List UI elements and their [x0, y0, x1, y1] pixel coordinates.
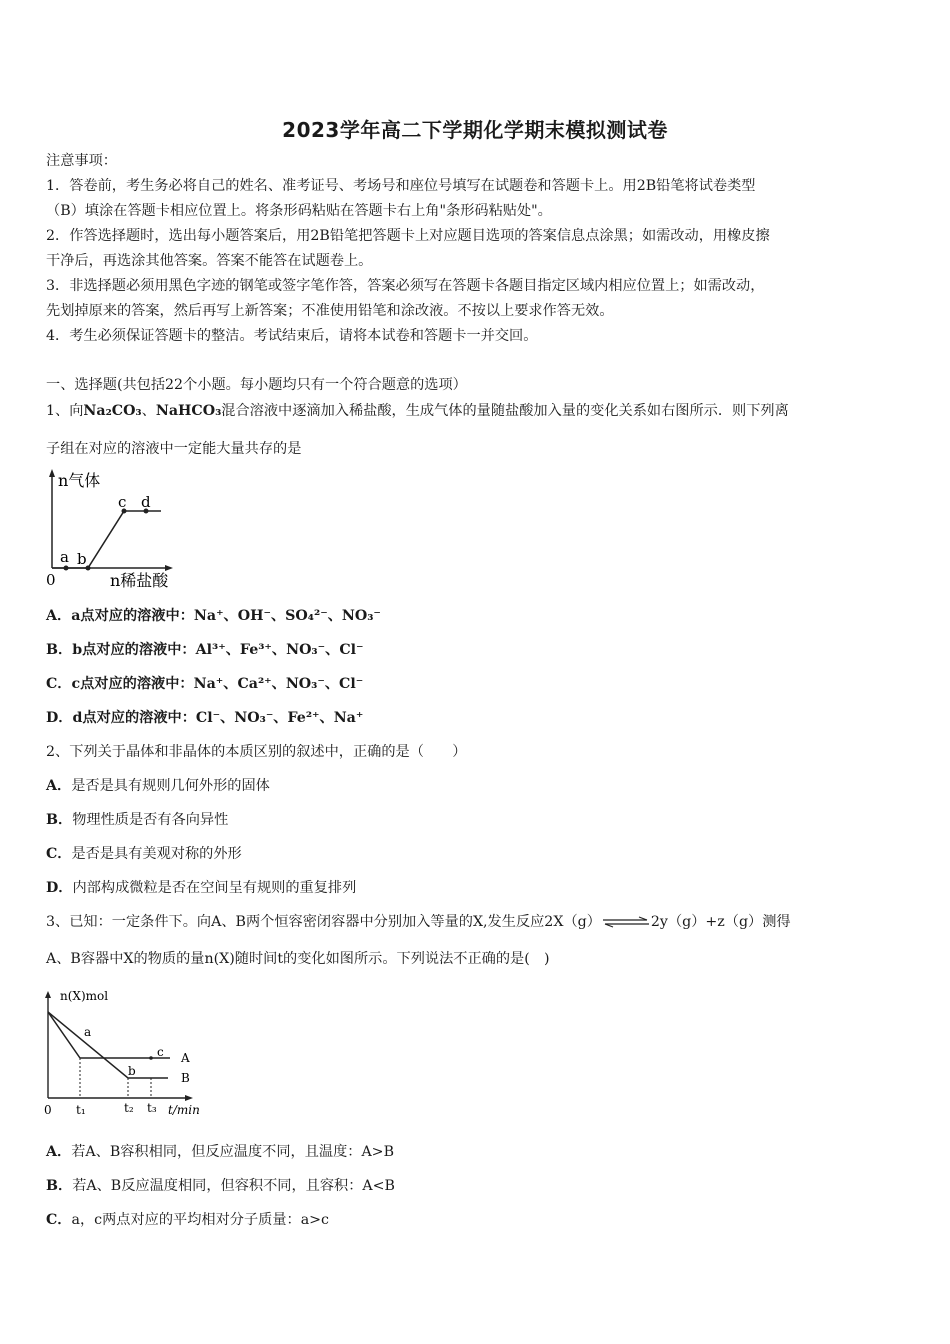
option-ions: Na⁺、Ca²⁺、NO₃⁻、Cl⁻ [193, 676, 364, 692]
q3-stem-rest: 2y（g）+z（g）测得 [650, 914, 791, 930]
q2-option-d[interactable] [46, 879, 356, 897]
q1-option-d[interactable] [46, 709, 363, 727]
point-label-a: a [60, 548, 69, 566]
point-label-b: b [128, 1064, 136, 1078]
question-3-stem-line2: A、B容器中X的物质的量n(X)随时间t的变化如图所示。下列说法不正确的是( ) [46, 951, 550, 967]
option-text: d点对应的溶液中： [72, 710, 196, 726]
q3-stem-start: 3、已知：一定条件下。向A、B两个恒容密闭容器中分别加入等量的X,发生反应2X（g） [46, 914, 601, 930]
q1-option-b[interactable] [46, 641, 364, 659]
question-1-stem [46, 402, 789, 420]
option-text: 若A、B反应温度相同，但容积不同，且容积：A<B [72, 1178, 395, 1194]
point-label-c: c [157, 1045, 164, 1059]
notice-line: 先划掉原来的答案，然后再写上新答案；不准使用铅笔和涂改液。不按以上要求作答无效。 [46, 303, 614, 319]
section-heading: 一、选择题(共包括22个小题。每小题均只有一个符合题意的选项） [46, 377, 467, 393]
page-title: 2023学年高二下学期化学期末模拟测试卷 [282, 118, 668, 142]
point-label-b: b [77, 550, 87, 568]
q2-option-c[interactable] [46, 845, 242, 863]
formula-na2co3: Na₂CO₃ [83, 403, 142, 419]
curve-label-b: B [181, 1071, 190, 1085]
question-2-stem: 2、下列关于晶体和非晶体的本质区别的叙述中，正确的是（ ） [46, 744, 467, 760]
q1-stem-rest: 混合溶液中逐滴加入稀盐酸，生成气体的量随盐酸加入量的变化关系如右图所示．则下列离 [221, 403, 789, 419]
option-ions: Cl⁻、NO₃⁻、Fe²⁺、Na⁺ [195, 710, 364, 726]
option-text: 是否是具有美观对称的外形 [71, 846, 242, 862]
option-label: D． [46, 710, 73, 726]
point-label-c: c [118, 493, 127, 511]
option-text: 若A、B容积相同，但反应温度不同，且温度：A>B [71, 1144, 394, 1160]
q2-option-b[interactable] [46, 811, 228, 829]
option-text: 是否是具有规则几何外形的固体 [71, 778, 270, 794]
q1-stem-start: 1、向 [46, 403, 84, 419]
q3-option-b[interactable] [46, 1177, 395, 1195]
x-axis-label: t/min [168, 1103, 200, 1117]
notice-heading: 注意事项： [46, 153, 117, 169]
option-text: b点对应的溶液中： [72, 642, 196, 658]
q3-nx-time-graph [40, 982, 210, 1122]
q1-separator: 、 [141, 403, 156, 419]
origin-label: 0 [44, 1103, 52, 1117]
notice-line: 2．作答选择题时，选出每小题答案后，用2B铅笔把答题卡上对应题目选项的答案信息点涂黑；如需改动，用橡皮擦 [46, 228, 770, 244]
notice-line: （B）填涂在答题卡相应位置上。将条形码粘贴在答题卡右上角"条形码粘贴处"。 [46, 203, 552, 219]
point-label-d: d [141, 493, 151, 511]
option-label: C． [46, 1212, 72, 1228]
option-text: 物理性质是否有各向异性 [72, 812, 229, 828]
q1-option-a[interactable] [46, 607, 381, 625]
tick-label-t1: t₁ [76, 1103, 86, 1117]
option-label: B． [46, 642, 73, 658]
question-3-stem [46, 913, 791, 931]
q3-option-c[interactable] [46, 1211, 329, 1229]
q1-gas-graph [40, 466, 200, 594]
option-text: c点对应的溶液中： [71, 676, 194, 692]
option-label: A． [46, 778, 72, 794]
option-ions: Na⁺、OH⁻、SO₄²⁻、NO₃⁻ [193, 608, 381, 624]
equilibrium-arrow-icon [601, 916, 651, 928]
x-axis-label: n稀盐酸 [110, 571, 169, 590]
option-text: a，c两点对应的平均相对分子质量：a>c [71, 1212, 329, 1228]
tick-label-t2: t₂ [124, 1101, 134, 1115]
curve-label-a: A [181, 1051, 190, 1065]
y-axis-label: n(X)mol [60, 989, 109, 1003]
notice-line: 干净后，再选涂其他答案。答案不能答在试题卷上。 [46, 253, 373, 269]
q1-option-c[interactable] [46, 675, 363, 693]
notice-line: 1．答卷前，考生务必将自己的姓名、准考证号、考场号和座位号填写在试题卷和答题卡上。用2B铅笔将试卷类型 [46, 178, 756, 194]
notice-line: 3．非选择题必须用黑色字迹的钢笔或签字笔作答，答案必须写在答题卡各题目指定区域内相应位置上；如需改动， [46, 278, 765, 294]
option-label: B． [46, 812, 73, 828]
option-label: C． [46, 846, 72, 862]
option-label: C． [46, 676, 72, 692]
origin-label: 0 [46, 571, 56, 589]
option-label: A． [46, 1144, 72, 1160]
option-ions: Al³⁺、Fe³⁺、NO₃⁻、Cl⁻ [195, 642, 364, 658]
formula-nahco3: NaHCO₃ [155, 403, 222, 419]
option-text: a点对应的溶液中： [71, 608, 194, 624]
option-text: 内部构成微粒是否在空间呈有规则的重复排列 [72, 880, 357, 896]
question-1-stem-line2: 子组在对应的溶液中一定能大量共存的是 [46, 441, 302, 457]
option-label: A． [46, 608, 72, 624]
tick-label-t3: t₃ [147, 1101, 157, 1115]
notice-line: 4．考生必须保证答题卡的整洁。考试结束后，请将本试卷和答题卡一并交回。 [46, 328, 538, 344]
option-label: D． [46, 880, 73, 896]
q3-option-a[interactable] [46, 1143, 394, 1161]
option-label: B． [46, 1178, 73, 1194]
q2-option-a[interactable] [46, 777, 270, 795]
point-label-a: a [84, 1025, 92, 1039]
y-axis-label: n气体 [58, 471, 101, 490]
